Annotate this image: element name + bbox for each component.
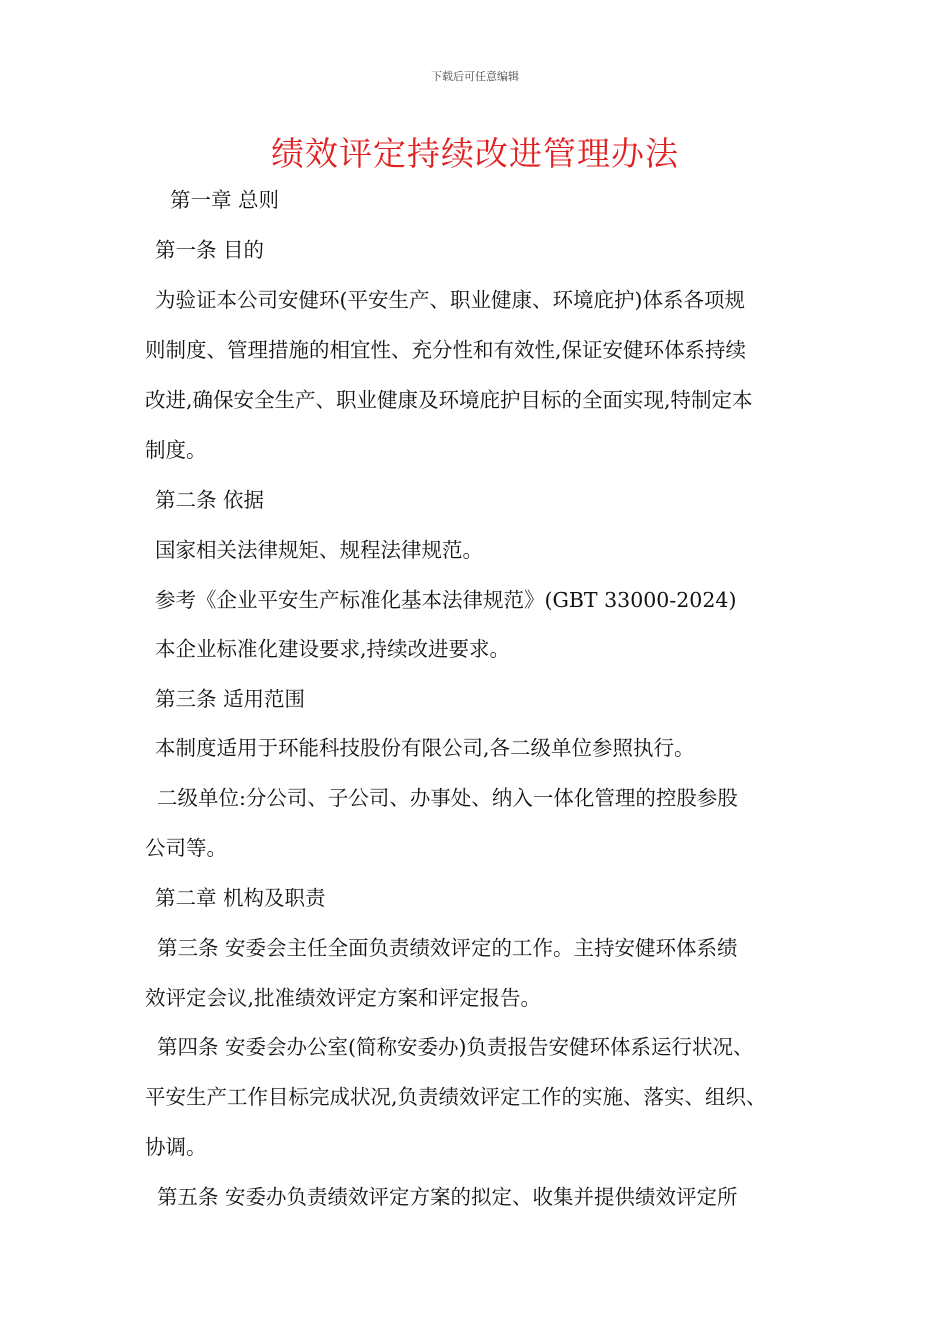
paragraph-line: 效评定会议,批准绩效评定方案和评定报告。: [145, 986, 542, 1010]
article-heading: 第一条 目的: [155, 238, 265, 262]
paragraph-line: 参考《企业平安生产标准化基本法律规范》(GBT 33000-2024): [155, 588, 737, 612]
paragraph-line: 平安生产工作目标完成状况,负责绩效评定工作的实施、落实、组织、: [145, 1085, 767, 1109]
paragraph-line: 第四条 安委会办公室(简称安委办)负责报告安健环体系运行状况、: [157, 1035, 754, 1059]
paragraph-line: 二级单位:分公司、子公司、办事处、纳入一体化管理的控股参股: [157, 786, 738, 810]
document-title: 绩效评定持续改进管理办法: [271, 134, 679, 173]
header-note: 下载后可任意编辑: [431, 70, 519, 83]
paragraph-line: 公司等。: [145, 836, 227, 860]
paragraph-line: 本制度适用于环能科技股份有限公司,各二级单位参照执行。: [155, 736, 695, 760]
chapter-heading: 第一章 总则: [170, 188, 280, 212]
paragraph-line: 改进,确保安全生产、职业健康及环境庇护目标的全面实现,特制定本: [145, 388, 753, 412]
paragraph-line: 第五条 安委办负责绩效评定方案的拟定、收集并提供绩效评定所: [157, 1185, 738, 1209]
chapter-heading: 第二章 机构及职责: [155, 886, 326, 910]
paragraph-line: 第三条 安委会主任全面负责绩效评定的工作。主持安健环体系绩: [157, 936, 738, 960]
paragraph-line: 为验证本公司安健环(平安生产、职业健康、环境庇护)体系各项规: [155, 288, 745, 312]
paragraph-line: 协调。: [145, 1135, 207, 1159]
paragraph-line: 制度。: [145, 438, 207, 462]
paragraph-line: 本企业标准化建设要求,持续改进要求。: [155, 637, 511, 661]
article-heading: 第二条 依据: [155, 488, 265, 512]
paragraph-line: 国家相关法律规矩、规程法律规范。: [155, 538, 483, 562]
article-heading: 第三条 适用范围: [155, 687, 306, 711]
paragraph-line: 则制度、管理措施的相宜性、充分性和有效性,保证安健环体系持续: [145, 338, 747, 362]
